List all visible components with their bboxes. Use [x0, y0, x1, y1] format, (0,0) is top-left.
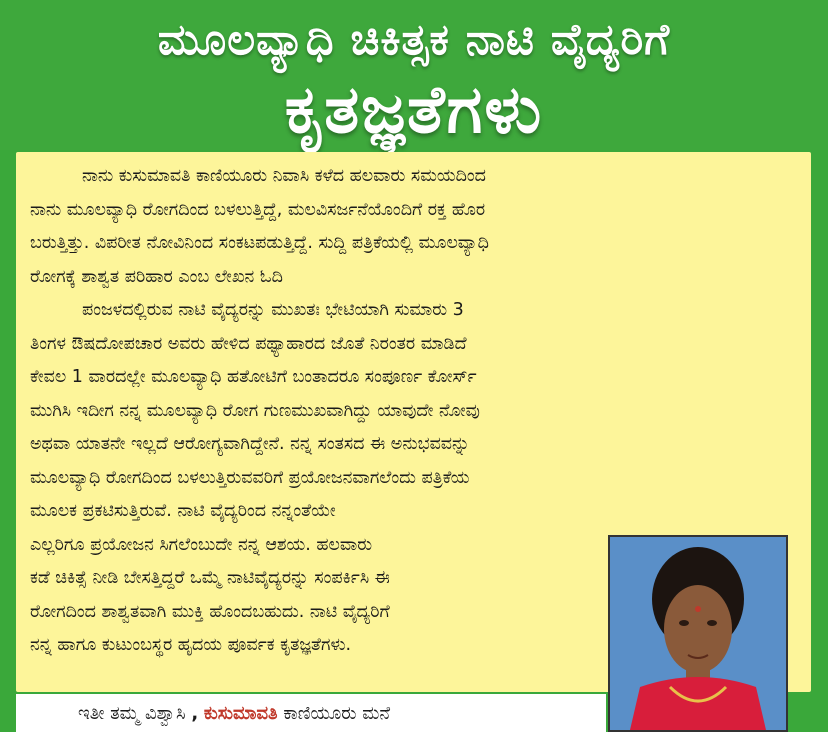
headline-line1: ಮೂಲವ್ಯಾಧಿ ಚಿಕಿತ್ಸಕ ನಾಟಿ ವೈದ್ಯರಿಗೆ — [157, 15, 671, 65]
article-line: ಎಲ್ಲರಿಗೂ ಪ್ರಯೋಜನ ಸಿಗಲೆಂಬುದೇ ನನ್ನ ಆಶಯ. ಹಲವಾರು — [30, 534, 373, 555]
signature-comma: , — [191, 703, 199, 724]
signature-suffix: ಕಾಣಿಯೂರು ಮನೆ — [283, 703, 391, 724]
signature-prefix: ಇತೀ ತಮ್ಮ ವಿಶ್ವಾಸಿ — [78, 703, 186, 724]
article-line: ಕಡೆ ಚಿಕಿತ್ಸೆ ನೀಡಿ ಬೇಸತ್ತಿದ್ದರೆ ಒಮ್ಮೆ ನಾಟಿವೈದ್ಯರನ್ನು ಸಂಪರ್ಕಿಸಿ ಈ — [30, 568, 390, 588]
signature-name: ಕುಸುಮಾವತಿ — [203, 703, 278, 724]
article-line: ಕೇವಲ 1 ವಾರದಲ್ಲೇ ಮೂಲವ್ಯಾಧಿ ಹತೋಟಿಗೆ ಬಂತಾದರೂ ಸಂಪೂರ್ಣ ಕೋರ್ಸ್ — [30, 367, 477, 387]
article-line: ಅಥವಾ ಯಾತನೇ ಇಲ್ಲದೆ ಆರೋಗ್ಯವಾಗಿದ್ದೇನೆ. ನನ್ನ ಸಂತಸದ ಈ ಅನುಭವವನ್ನು — [30, 434, 470, 454]
article-line: ಬರುತ್ತಿತ್ತು. ವಿಪರೀತ ನೋವಿನಿಂದ ಸಂಕಟಪಡುತ್ತಿದ್ದೆ. ಸುದ್ದಿ ಪತ್ರಿಕೆಯಲ್ಲಿ ಮೂಲವ್ಯಾಧಿ — [30, 233, 489, 253]
article-line: ರೋಗಕ್ಕೆ ಶಾಶ್ವತ ಪರಿಹಾರ ಎಂಬ ಲೇಖನ ಓದಿ — [30, 266, 283, 287]
article-line: ನನ್ನ ಹಾಗೂ ಕುಟುಂಬಸ್ಥರ ಹೃದಯ ಪೂರ್ವಕ ಕೃತಜ್ಞತೆಗಳು. — [30, 635, 352, 655]
article-line: ಮೂಲವ್ಯಾಧಿ ರೋಗದಿಂದ ಬಳಲುತ್ತಿರುವವರಿಗೆ ಪ್ರಯೋಜನವಾಗಲೆಂದು ಪತ್ರಿಕೆಯ — [30, 467, 470, 488]
article-line: ನಾನು ಮೂಲವ್ಯಾಧಿ ರೋಗದಿಂದ ಬಳಲುತ್ತಿದ್ದೆ, ಮಲವಿಸರ್ಜನೆಯೊಂದಿಗೆ ರಕ್ತ ಹೊರ — [30, 199, 486, 220]
article-line: ನಾನು ಕುಸುಮಾವತಿ ಕಾಣಿಯೂರು ನಿವಾಸಿ ಕಳೆದ ಹಲವಾರು ಸಮಯದಿಂದ — [82, 166, 486, 186]
portrait-photo — [608, 535, 788, 732]
header-banner — [0, 0, 828, 150]
signature-line — [78, 700, 390, 728]
article-line: ರೋಗದಿಂದ ಶಾಶ್ವತವಾಗಿ ಮುಕ್ತಿ ಹೊಂದಬಹುದು. ನಾಟಿ ವೈದ್ಯರಿಗೆ — [30, 601, 390, 622]
article-line: ಮೂಲಕ ಪ್ರಕಟಿಸುತ್ತಿರುವೆ. ನಾಟಿ ವೈದ್ಯರಿಂದ ನನ್ನಂತೆಯೇ — [30, 501, 336, 521]
article-line: ಪಂಜಳದಲ್ಲಿರುವ ನಾಟಿ ವೈದ್ಯರನ್ನು ಮುಖತಃ ಭೇಟಿಯಾಗಿ ಸುಮಾರು 3 — [82, 300, 464, 320]
article-line: ಮುಗಿಸಿ ಇದೀಗ ನನ್ನ ಮೂಲವ್ಯಾಧಿ ರೋಗ ಗುಣಮುಖವಾಗಿದ್ದು ಯಾವುದೇ ನೋವು — [30, 400, 480, 421]
article-line: ತಿಂಗಳ ಔಷದೋಪಚಾರ ಅವರು ಹೇಳಿದ ಪಥ್ಯಾಹಾರದ ಜೊತೆ ನಿರಂತರ ಮಾಡಿದೆ — [30, 333, 467, 354]
portrait-illustration — [610, 537, 786, 730]
headline-line2: ಕೃತಜ್ಞತೆಗಳು — [284, 71, 544, 148]
